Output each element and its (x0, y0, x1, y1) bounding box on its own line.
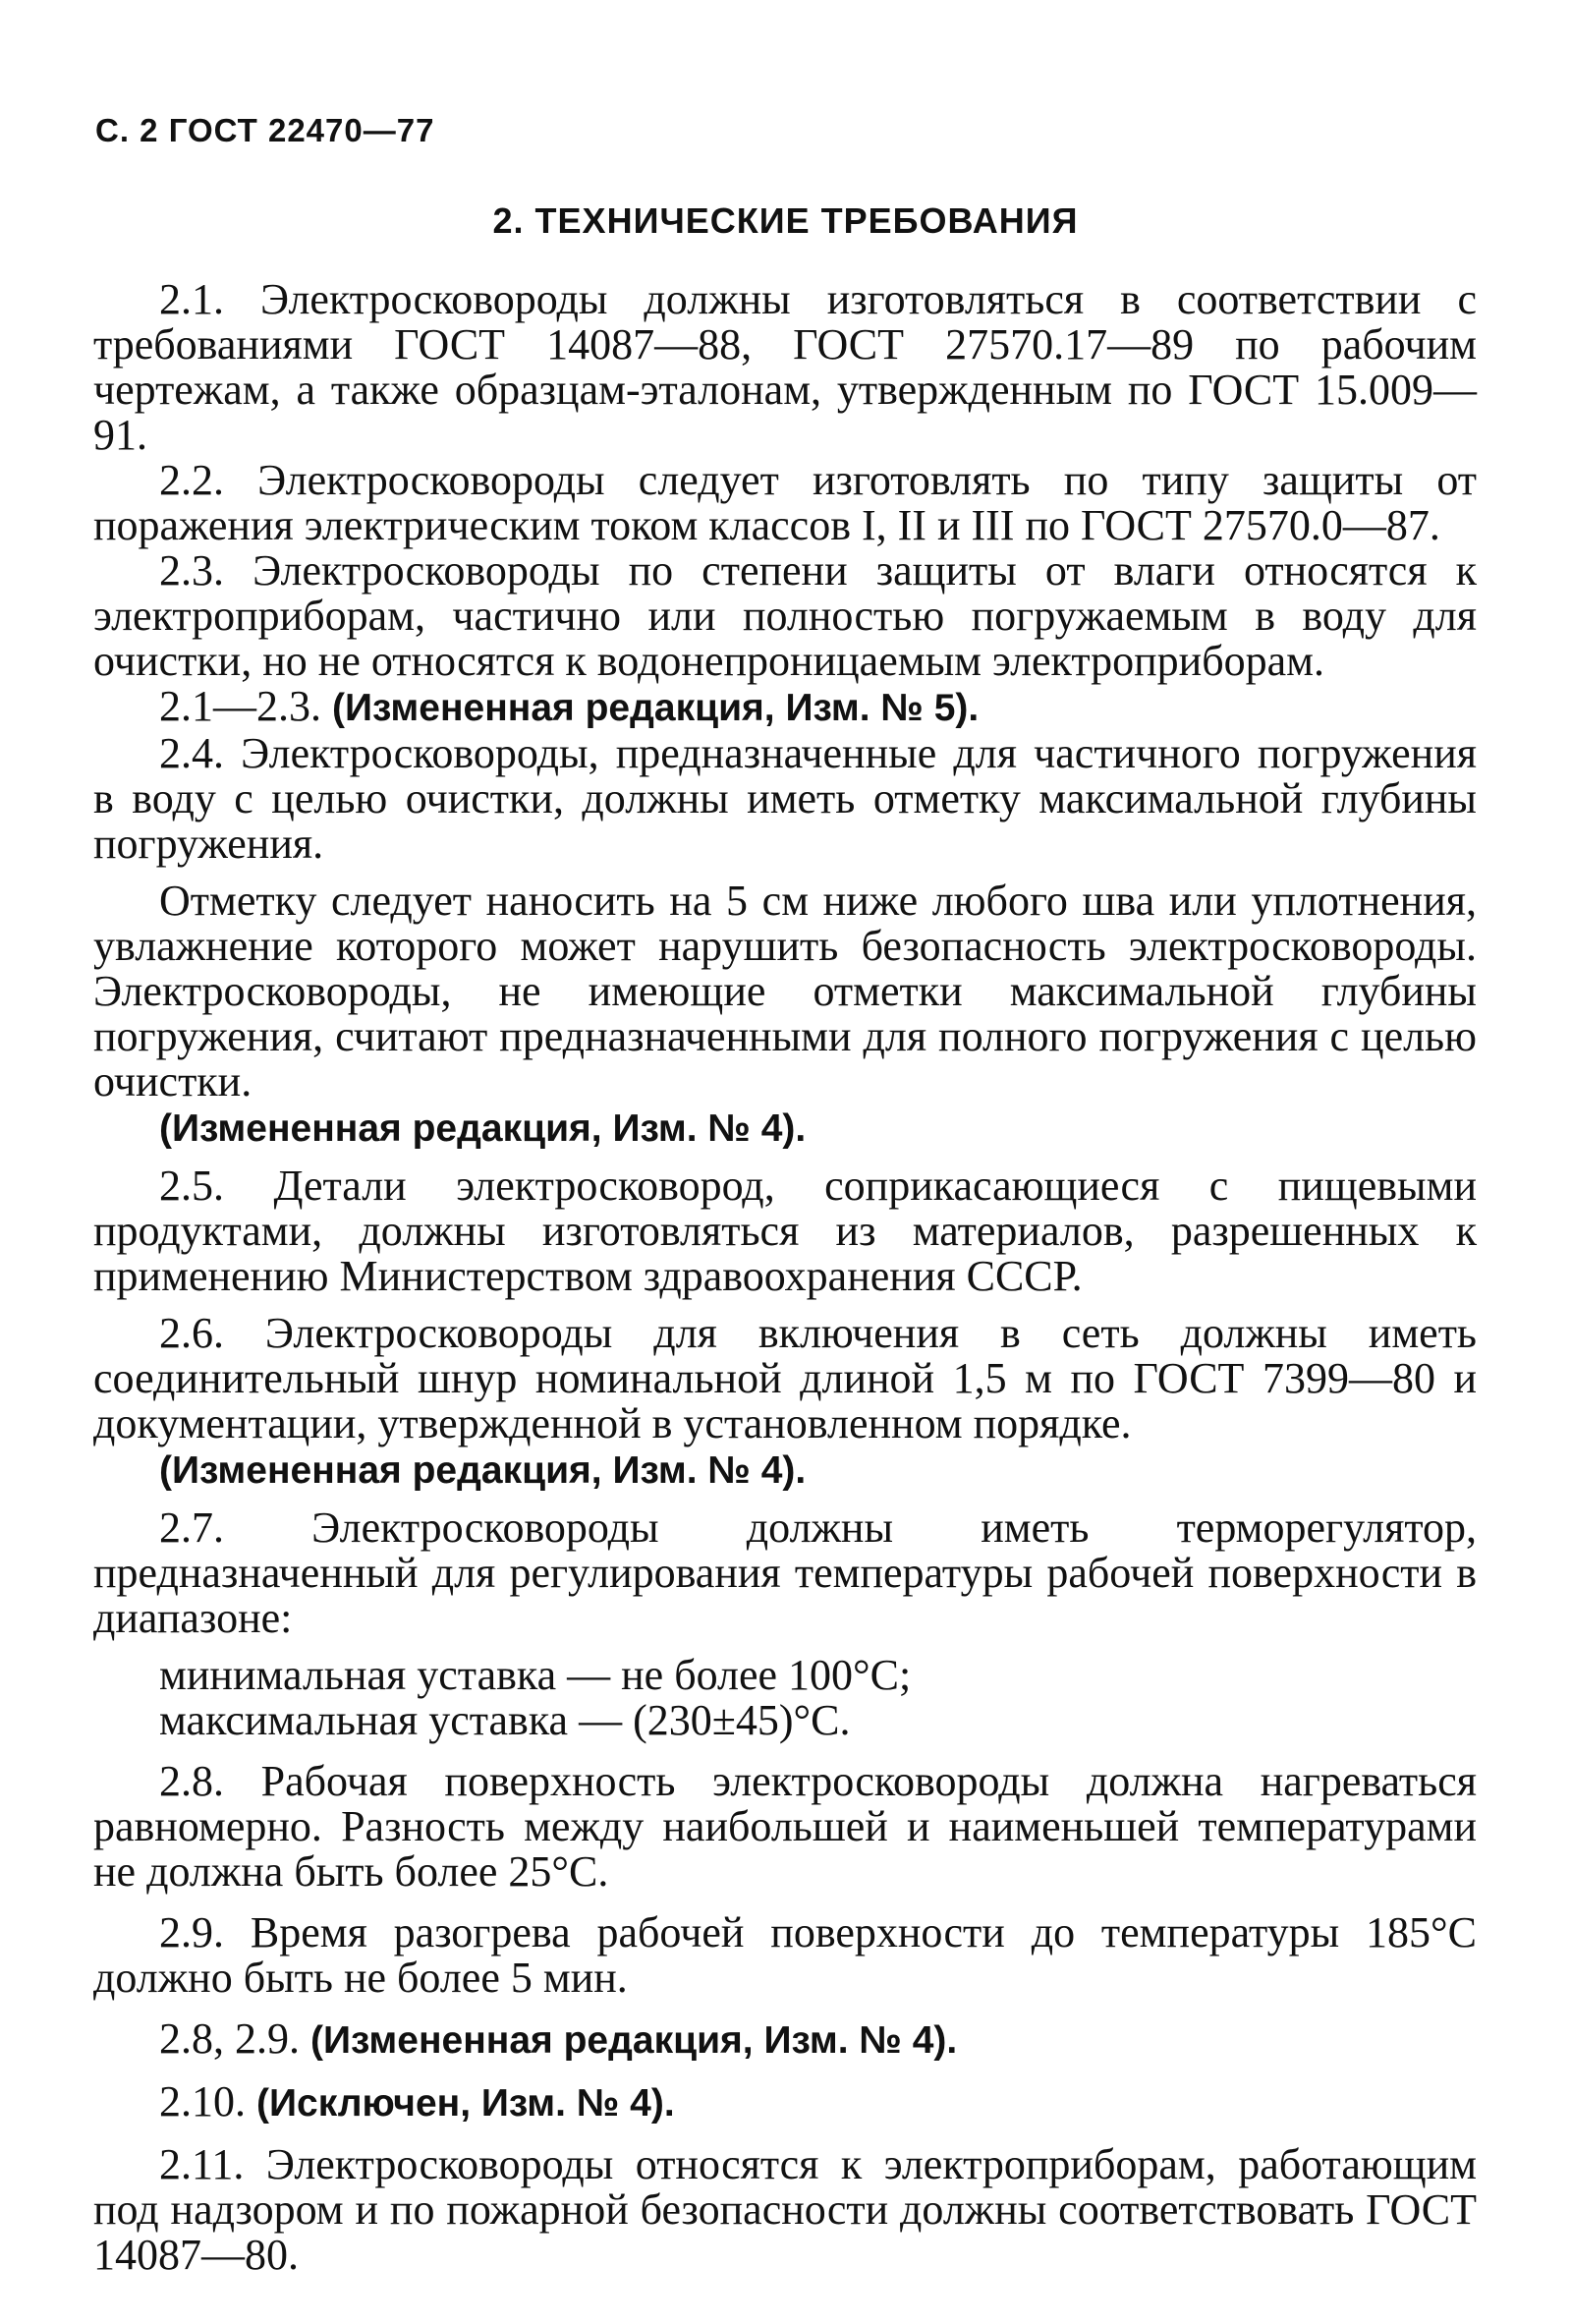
paragraph-2-8: 2.8. Рабочая поверхность электросковороды должна нагреваться равномерно. Разность между наибольшей и наименьшей температурами не должна быть более 25°С. (93, 1757, 1477, 1896)
amendment-2-8-2-9 (93, 2016, 1477, 2064)
paragraph-2-4: 2.4. Электросковороды, предназначенные для частичного погружения в воду с целью очистки, должны иметь отметку максимальной глубины погружения. (93, 729, 1477, 868)
page-header: С. 2 ГОСТ 22470—77 (95, 112, 435, 148)
amendment-note: (Измененная редакция, Изм. № 5). (332, 687, 980, 729)
amendment-note: (Измененная редакция, Изм. № 4). (310, 2019, 958, 2062)
paragraph-2-5: 2.5. Детали электросковород, соприкасающиеся с пищевыми продуктами, должны изготовляться из материалов, разрешенных к применению Министерством здравоохранения СССР. (93, 1162, 1477, 1300)
amendment-2-1-2-3 (93, 684, 1477, 731)
paragraph-2-1: 2.1. Электросковороды должны изготовляться в соответствии с требованиями ГОСТ 14087—88, ГОСТ 27570.17—89 по рабочим чертежам, а также образцам-эталонам, утвержденным по ГОСТ 15.009—91. (93, 275, 1477, 459)
paragraph-2-2: 2.2. Электросковороды следует изготовлять по типу защиты от поражения электрическим током классов I, II и III по ГОСТ 27570.0—87. (93, 456, 1477, 549)
amendment-prefix: 2.8, 2.9. (159, 2014, 310, 2063)
amendment-note: (Измененная редакция, Изм. № 4). (159, 1107, 807, 1150)
paragraph-2-6: 2.6. Электросковороды для включения в сеть должны иметь соединительный шнур номинальной длиной 1,5 м по ГОСТ 7399—80 и документации, утвержденной в установленном порядке. (93, 1309, 1477, 1447)
paragraph-2-4-note: Отметку следует наносить на 5 см ниже любого шва или уплотнения, увлажнение которого может нарушить безопасность электросковороды. Электросковороды, не имеющие отметки максимальной глубины погружения, считают предназначенными для полного погружения с целью очистки. (93, 877, 1477, 1105)
paragraph-2-3: 2.3. Электросковороды по степени защиты от влаги относятся к электроприборам, частично или полностью погружаемым в воду для очистки, но не относятся к водонепроницаемым электроприборам. (93, 546, 1477, 685)
paragraph-2-10 (93, 2079, 1477, 2126)
paragraph-2-7-min: минимальная уставка — не более 100°С; (159, 1651, 912, 1699)
amendment-prefix: 2.1—2.3. (159, 682, 332, 730)
amendment-2-6 (93, 1446, 1477, 1494)
paragraph-2-9: 2.9. Время разогрева рабочей поверхности до температуры 185°С должно быть не более 5 мин. (93, 1908, 1477, 2002)
excluded-note: (Исключен, Изм. № 4). (256, 2082, 675, 2125)
paragraph-2-7-max: максимальная уставка — (230±45)°С. (159, 1696, 851, 1744)
amendment-note: (Измененная редакция, Изм. № 4). (159, 1449, 807, 1492)
paragraph-2-11: 2.11. Электросковороды относятся к электроприборам, работающим под надзором и по пожарной безопасности должны соответствовать ГОСТ 14087—80. (93, 2140, 1477, 2279)
paragraph-2-7: 2.7. Электросковороды должны иметь терморегулятор, предназначенный для регулирования температуры рабочей поверхности в диапазоне: (93, 1503, 1477, 1642)
amendment-2-4 (93, 1105, 1477, 1152)
paragraph-number: 2.10. (159, 2077, 256, 2126)
document-body (93, 277, 1477, 2278)
section-title: 2. ТЕХНИЧЕСКИЕ ТРЕБОВАНИЯ (492, 200, 1079, 241)
